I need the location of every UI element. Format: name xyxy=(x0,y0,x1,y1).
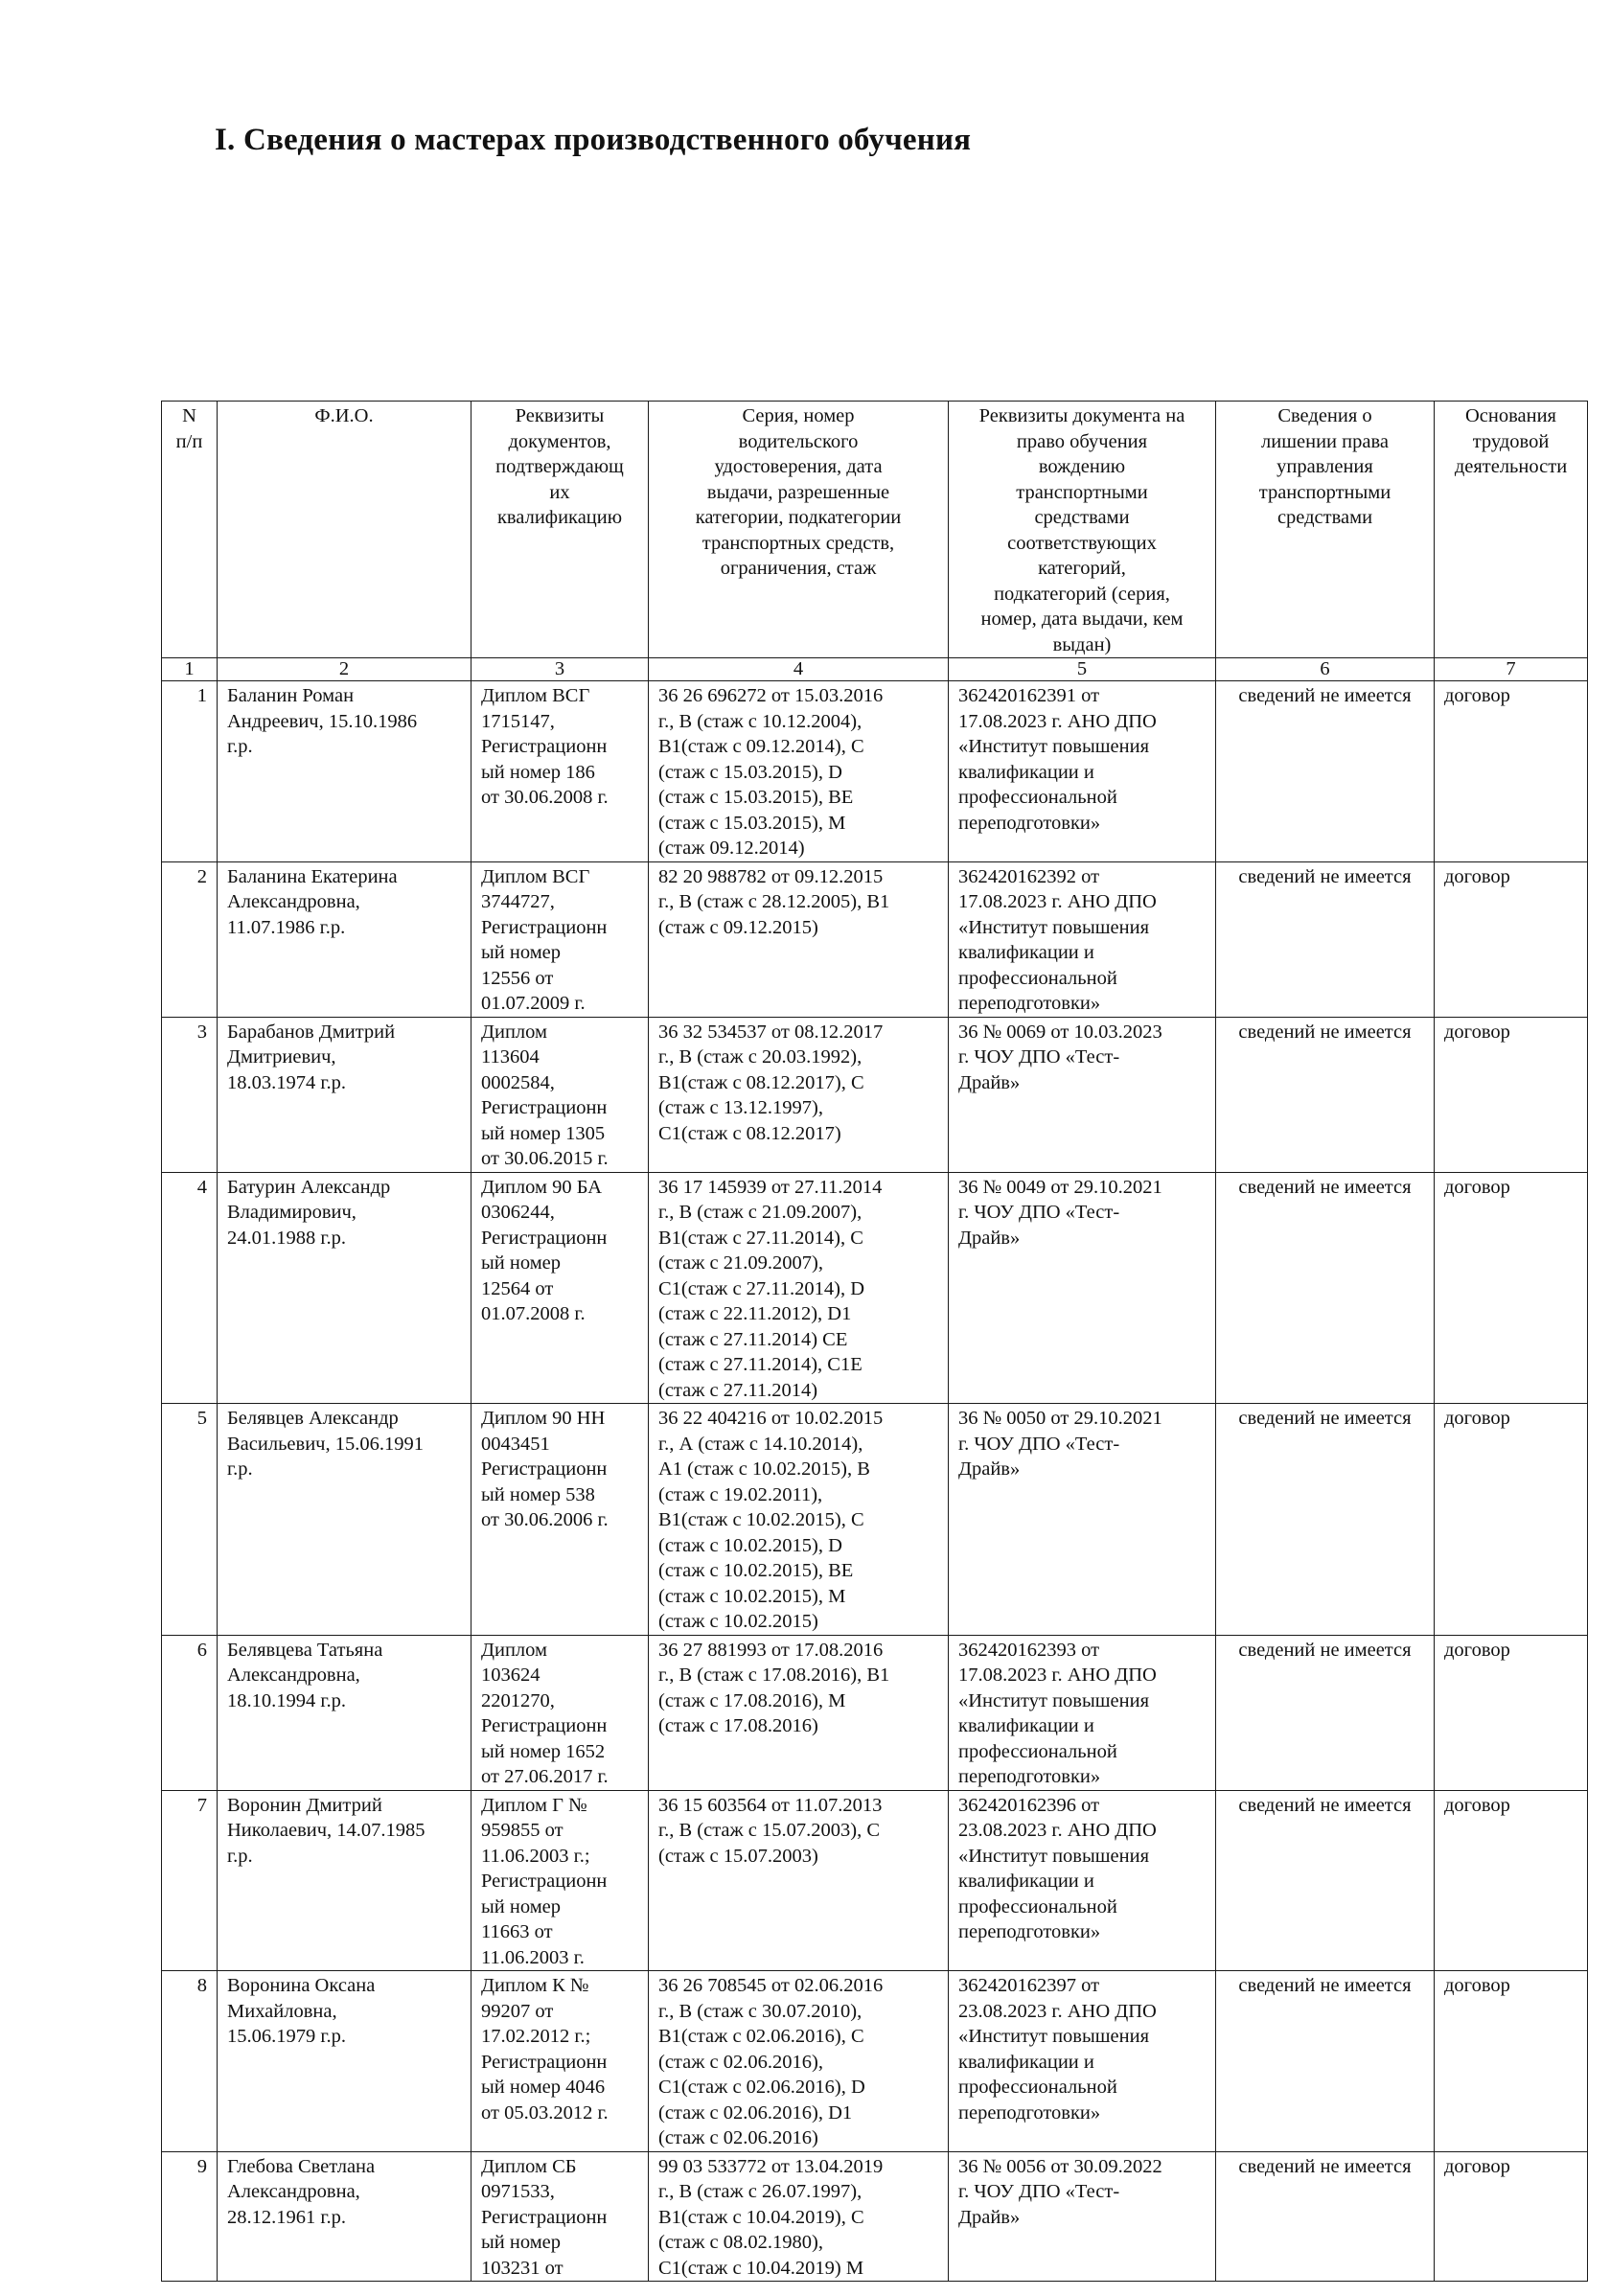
row-qualification: Диплом 90 БА 0306244, Регистрационн ый номер 12564 от 01.07.2008 г. xyxy=(472,1172,649,1404)
header-training-doc: Реквизиты документа на право обучения вождению транспортными средствами соответствующих категорий, подкатегорий (серия, номер, дата выдачи, кем выдан) xyxy=(949,402,1216,658)
column-number: 5 xyxy=(949,658,1216,681)
row-name: Батурин Александр Владимирович, 24.01.1988 г.р. xyxy=(218,1172,472,1404)
header-name: Ф.И.О. xyxy=(218,402,472,658)
row-basis: договор xyxy=(1435,1172,1588,1404)
row-basis: договор xyxy=(1435,1790,1588,1971)
row-basis: договор xyxy=(1435,1971,1588,2152)
row-number: 4 xyxy=(162,1172,218,1404)
column-number: 6 xyxy=(1216,658,1435,681)
table-row xyxy=(162,1790,1588,1971)
row-training-doc: 36 № 0056 от 30.09.2022 г. ЧОУ ДПО «Тест- Драйв» xyxy=(949,2151,1216,2282)
row-training-doc: 362420162396 от 23.08.2023 г. АНО ДПО «Институт повышения квалификации и профессиональной переподготовки» xyxy=(949,1790,1216,1971)
row-qualification: Диплом 103624 2201270, Регистрационн ый номер 1652 от 27.06.2017 г. xyxy=(472,1635,649,1790)
header-deprivation: Сведения о лишении права управления транспортными средствами xyxy=(1216,402,1435,658)
table-row xyxy=(162,1404,1588,1636)
table-row xyxy=(162,2151,1588,2282)
row-training-doc: 362420162391 от 17.08.2023 г. АНО ДПО «Институт повышения квалификации и профессиональной переподготовки» xyxy=(949,681,1216,862)
header-qualification: Реквизиты документов, подтверждающ их квалификацию xyxy=(472,402,649,658)
row-license: 36 27 881993 от 17.08.2016 г., В (стаж с 17.08.2016), В1 (стаж с 17.08.2016), М (стаж с 17.08.2016) xyxy=(649,1635,949,1790)
column-number: 1 xyxy=(162,658,218,681)
row-license: 36 26 708545 от 02.06.2016 г., В (стаж с 30.07.2010), В1(стаж с 02.06.2016), С (стаж с 02.06.2016), С1(стаж с 02.06.2016), D (стаж с 02.06.2016), D1 (стаж с 02.06.2016) xyxy=(649,1971,949,2152)
row-name: Глебова Светлана Александровна, 28.12.1961 г.р. xyxy=(218,2151,472,2282)
row-basis: договор xyxy=(1435,861,1588,1017)
row-deprivation: сведений не имеется xyxy=(1216,1971,1435,2152)
row-deprivation: сведений не имеется xyxy=(1216,1017,1435,1172)
row-license: 36 15 603564 от 11.07.2013 г., В (стаж с 15.07.2003), С (стаж с 15.07.2003) xyxy=(649,1790,949,1971)
row-qualification: Диплом Г № 959855 от 11.06.2003 г.; Регистрационн ый номер 11663 от 11.06.2003 г. xyxy=(472,1790,649,1971)
row-deprivation: сведений не имеется xyxy=(1216,2151,1435,2282)
row-license: 36 32 534537 от 08.12.2017 г., В (стаж с 20.03.1992), В1(стаж с 08.12.2017), С (стаж с 13.12.1997), С1(стаж с 08.12.2017) xyxy=(649,1017,949,1172)
row-name: Барабанов Дмитрий Дмитриевич, 18.03.1974 г.р. xyxy=(218,1017,472,1172)
row-qualification: Диплом ВСГ 1715147, Регистрационн ый номер 186 от 30.06.2008 г. xyxy=(472,681,649,862)
row-basis: договор xyxy=(1435,2151,1588,2282)
header-license: Серия, номер водительского удостоверения, дата выдачи, разрешенные категории, подкатегории транспортных средств, ограничения, стаж xyxy=(649,402,949,658)
table-row xyxy=(162,1635,1588,1790)
row-qualification: Диплом СБ 0971533, Регистрационн ый номер 103231 от xyxy=(472,2151,649,2282)
row-training-doc: 362420162392 от 17.08.2023 г. АНО ДПО «Институт повышения квалификации и профессиональной переподготовки» xyxy=(949,861,1216,1017)
page-title: I. Сведения о мастерах производственного обучения xyxy=(215,123,972,157)
row-qualification: Диплом К № 99207 от 17.02.2012 г.; Регистрационн ый номер 4046 от 05.03.2012 г. xyxy=(472,1971,649,2152)
column-number-row xyxy=(162,658,1588,681)
row-training-doc: 36 № 0069 от 10.03.2023 г. ЧОУ ДПО «Тест- Драйв» xyxy=(949,1017,1216,1172)
row-training-doc: 362420162397 от 23.08.2023 г. АНО ДПО «Институт повышения квалификации и профессиональной переподготовки» xyxy=(949,1971,1216,2152)
row-basis: договор xyxy=(1435,1635,1588,1790)
column-number: 7 xyxy=(1435,658,1588,681)
row-number: 7 xyxy=(162,1790,218,1971)
column-number: 2 xyxy=(218,658,472,681)
row-training-doc: 36 № 0049 от 29.10.2021 г. ЧОУ ДПО «Тест- Драйв» xyxy=(949,1172,1216,1404)
row-license: 36 22 404216 от 10.02.2015 г., А (стаж с 14.10.2014), А1 (стаж с 10.02.2015), В (стаж с 19.02.2011), В1(стаж с 10.02.2015), С (стаж с 10.02.2015), D (стаж с 10.02.2015), ВЕ (стаж с 10.02.2015), М (стаж с 10.02.2015) xyxy=(649,1404,949,1636)
header-row xyxy=(162,402,1588,658)
row-deprivation: сведений не имеется xyxy=(1216,681,1435,862)
row-deprivation: сведений не имеется xyxy=(1216,1790,1435,1971)
row-training-doc: 362420162393 от 17.08.2023 г. АНО ДПО «Институт повышения квалификации и профессиональной переподготовки» xyxy=(949,1635,1216,1790)
row-basis: договор xyxy=(1435,1404,1588,1636)
column-number: 4 xyxy=(649,658,949,681)
header-num: N п/п xyxy=(162,402,218,658)
row-license: 82 20 988782 от 09.12.2015 г., В (стаж с 28.12.2005), В1 (стаж с 09.12.2015) xyxy=(649,861,949,1017)
row-qualification: Диплом 90 НН 0043451 Регистрационн ый номер 538 от 30.06.2006 г. xyxy=(472,1404,649,1636)
row-name: Белявцева Татьяна Александровна, 18.10.1994 г.р. xyxy=(218,1635,472,1790)
table-row xyxy=(162,1017,1588,1172)
row-name: Белявцев Александр Васильевич, 15.06.1991 г.р. xyxy=(218,1404,472,1636)
row-basis: договор xyxy=(1435,681,1588,862)
row-number: 8 xyxy=(162,1971,218,2152)
row-license: 99 03 533772 от 13.04.2019 г., В (стаж с 26.07.1997), В1(стаж с 10.04.2019), С (стаж с 08.02.1980), С1(стаж с 10.04.2019) М xyxy=(649,2151,949,2282)
masters-table xyxy=(161,401,1588,2282)
table-row xyxy=(162,861,1588,1017)
row-number: 9 xyxy=(162,2151,218,2282)
table-row xyxy=(162,681,1588,862)
row-deprivation: сведений не имеется xyxy=(1216,1172,1435,1404)
column-number: 3 xyxy=(472,658,649,681)
row-name: Баланина Екатерина Александровна, 11.07.1986 г.р. xyxy=(218,861,472,1017)
table-row xyxy=(162,1971,1588,2152)
row-license: 36 17 145939 от 27.11.2014 г., В (стаж с 21.09.2007), В1(стаж с 27.11.2014), С (стаж с 21.09.2007), С1(стаж с 27.11.2014), D (стаж с 22.11.2012), D1 (стаж с 27.11.2014) СЕ (стаж с 27.11.2014), С1Е (стаж с 27.11.2014) xyxy=(649,1172,949,1404)
row-name: Воронина Оксана Михайловна, 15.06.1979 г.р. xyxy=(218,1971,472,2152)
row-deprivation: сведений не имеется xyxy=(1216,861,1435,1017)
row-number: 3 xyxy=(162,1017,218,1172)
row-number: 6 xyxy=(162,1635,218,1790)
row-name: Воронин Дмитрий Николаевич, 14.07.1985 г.р. xyxy=(218,1790,472,1971)
row-license: 36 26 696272 от 15.03.2016 г., В (стаж с 10.12.2004), В1(стаж с 09.12.2014), С (стаж с 15.03.2015), D (стаж с 15.03.2015), ВЕ (стаж с 15.03.2015), М (стаж 09.12.2014) xyxy=(649,681,949,862)
table-row xyxy=(162,1172,1588,1404)
row-name: Баланин Роман Андреевич, 15.10.1986 г.р. xyxy=(218,681,472,862)
row-number: 5 xyxy=(162,1404,218,1636)
row-qualification: Диплом 113604 0002584, Регистрационн ый номер 1305 от 30.06.2015 г. xyxy=(472,1017,649,1172)
row-number: 2 xyxy=(162,861,218,1017)
row-deprivation: сведений не имеется xyxy=(1216,1635,1435,1790)
row-deprivation: сведений не имеется xyxy=(1216,1404,1435,1636)
row-qualification: Диплом ВСГ 3744727, Регистрационн ый номер 12556 от 01.07.2009 г. xyxy=(472,861,649,1017)
header-basis: Основания трудовой деятельности xyxy=(1435,402,1588,658)
row-number: 1 xyxy=(162,681,218,862)
row-basis: договор xyxy=(1435,1017,1588,1172)
row-training-doc: 36 № 0050 от 29.10.2021 г. ЧОУ ДПО «Тест- Драйв» xyxy=(949,1404,1216,1636)
